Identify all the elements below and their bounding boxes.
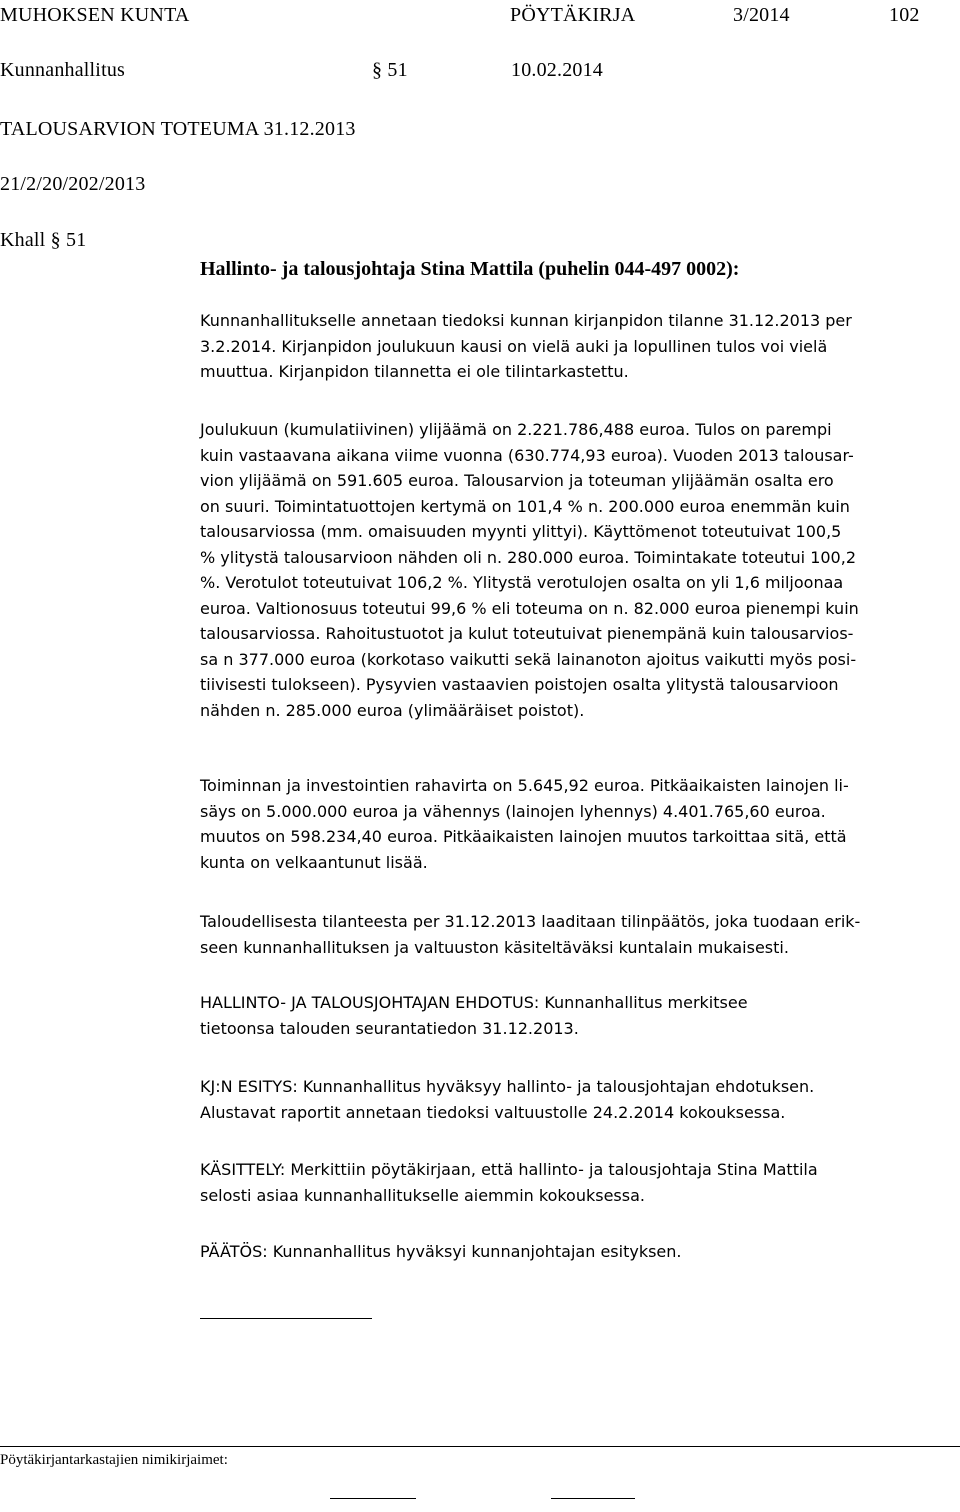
page-title: TALOUSARVION TOTEUMA 31.12.2013 xyxy=(0,118,356,140)
text-line: muutos on 598.234,40 euroa. Pitkäaikaisten lainojen muutos tarkoittaa sitä, että xyxy=(200,827,847,846)
handling-paragraph xyxy=(200,1157,952,1208)
text-line: Joulukuun (kumulatiivinen) ylijäämä on 2.221.786,488 euroa. Tulos on parempi xyxy=(200,420,832,439)
presenter-line: Hallinto- ja talousjohtaja Stina Mattila (puhelin 044-497 0002): xyxy=(200,258,740,280)
text-line: muuttua. Kirjanpidon tilannetta ei ole tilintarkastettu. xyxy=(200,362,629,381)
text-line: sa n 377.000 euroa (korkotaso vaikutti sekä lainanoton ajoitus vaikutti myös posi- xyxy=(200,649,857,669)
meeting-date: 10.02.2014 xyxy=(511,59,603,81)
page-number: 102 xyxy=(889,4,920,26)
closing-rule xyxy=(200,1318,372,1319)
text-line: HALLINTO- JA TALOUSJOHTAJAN EHDOTUS: Kunnanhallitus merkitsee xyxy=(200,993,748,1012)
text-line: Taloudellisesta tilanteesta per 31.12.2013 laaditaan tilinpäätös, joka tuodaan erik- xyxy=(200,912,861,931)
text-line: kuin vastaavana aikana viime vuonna (630.774,93 euroa). Vuoden 2013 talousar- xyxy=(200,445,854,465)
text-line: tiivisesti tulokseen). Pysyvien vastaavien poistojen osalta ylitystä talousarvioon xyxy=(200,675,839,694)
text-line: tietoonsa talouden seurantatiedon 31.12.2013. xyxy=(200,1018,579,1038)
text-line: PÄÄTÖS: Kunnanhallitus hyväksyi kunnanjohtajan esityksen. xyxy=(200,1242,682,1261)
text-line: Toiminnan ja investointien rahavirta on 5.645,92 euroa. Pitkäaikaisten lainojen li- xyxy=(200,776,849,795)
text-line: %. Verotulot toteutuivat 106,2 %. Ylitystä verotulojen osalta on yli 1,6 miljoonaa xyxy=(200,573,844,592)
cashflow-paragraph xyxy=(200,773,952,875)
financial-statement-paragraph xyxy=(200,909,952,960)
text-line: KÄSITTELY: Merkittiin pöytäkirjaan, että hallinto- ja talousjohtaja Stina Mattila xyxy=(200,1160,818,1179)
diary-number: 21/2/20/202/2013 xyxy=(0,173,146,195)
signature-line-2[interactable] xyxy=(551,1498,635,1499)
text-line: 3.2.2014. Kirjanpidon joulukuun kausi on vielä auki ja lopullinen tulos voi vielä xyxy=(200,336,828,356)
text-line: nähden n. 285.000 euroa (ylimääräiset poistot). xyxy=(200,700,585,720)
section-number: § 51 xyxy=(372,59,408,81)
text-line: euroa. Valtionosuus toteutui 99,6 % eli toteuma on n. 82.000 euroa pienempi kuin xyxy=(200,598,859,618)
case-reference: Khall § 51 xyxy=(0,229,87,251)
text-line: talousarviossa. Rahoitustuotot ja kulut toteutuivat pienempänä kuin talousarvios- xyxy=(200,624,854,643)
text-line: kunta on velkaantunut lisää. xyxy=(200,852,428,872)
text-line: seen kunnanhallituksen ja valtuuston käsiteltäväksi kuntalain mukaisesti. xyxy=(200,937,789,957)
text-line: on suuri. Toimintatuottojen kertymä on 101,4 % n. 200.000 euroa enemmän kuin xyxy=(200,496,850,516)
text-line: Alustavat raportit annetaan tiedoksi valtuustolle 24.2.2014 kokouksessa. xyxy=(200,1102,786,1122)
proposal-paragraph xyxy=(200,990,952,1041)
document-number: 3/2014 xyxy=(733,4,790,26)
text-line: Kunnanhallitukselle annetaan tiedoksi kunnan kirjanpidon tilanne 31.12.2013 per xyxy=(200,311,852,330)
footer-divider xyxy=(0,1446,960,1447)
text-line: KJ:N ESITYS: Kunnanhallitus hyväksyy hallinto- ja talousjohtajan ehdotuksen. xyxy=(200,1077,815,1096)
document-type: PÖYTÄKIRJA xyxy=(510,4,636,26)
governing-body: Kunnanhallitus xyxy=(0,59,126,81)
decision-paragraph xyxy=(200,1239,952,1265)
text-line: säys on 5.000.000 euroa ja vähennys (lainojen lyhennys) 4.401.765,60 euroa. xyxy=(200,801,826,821)
text-line: talousarviossa (mm. omaisuuden myynti ylittyi). Käyttömenot toteutuivat 100,5 xyxy=(200,522,842,541)
result-paragraph xyxy=(200,417,952,723)
municipality-name: MUHOKSEN KUNTA xyxy=(0,4,190,26)
text-line: selosti asiaa kunnanhallitukselle aiemmin kokouksessa. xyxy=(200,1185,645,1205)
intro-paragraph xyxy=(200,308,952,385)
signature-line-1[interactable] xyxy=(330,1498,416,1499)
signatures-label: Pöytäkirjantarkastajien nimikirjaimet: xyxy=(0,1452,228,1468)
kj-motion-paragraph xyxy=(200,1074,952,1125)
text-line: vion ylijäämä on 591.605 euroa. Talousarvion ja toteuman ylijäämän osalta ero xyxy=(200,471,834,490)
text-line: % ylitystä talousarvioon nähden oli n. 280.000 euroa. Toimintakate toteutui 100,2 xyxy=(200,547,856,567)
